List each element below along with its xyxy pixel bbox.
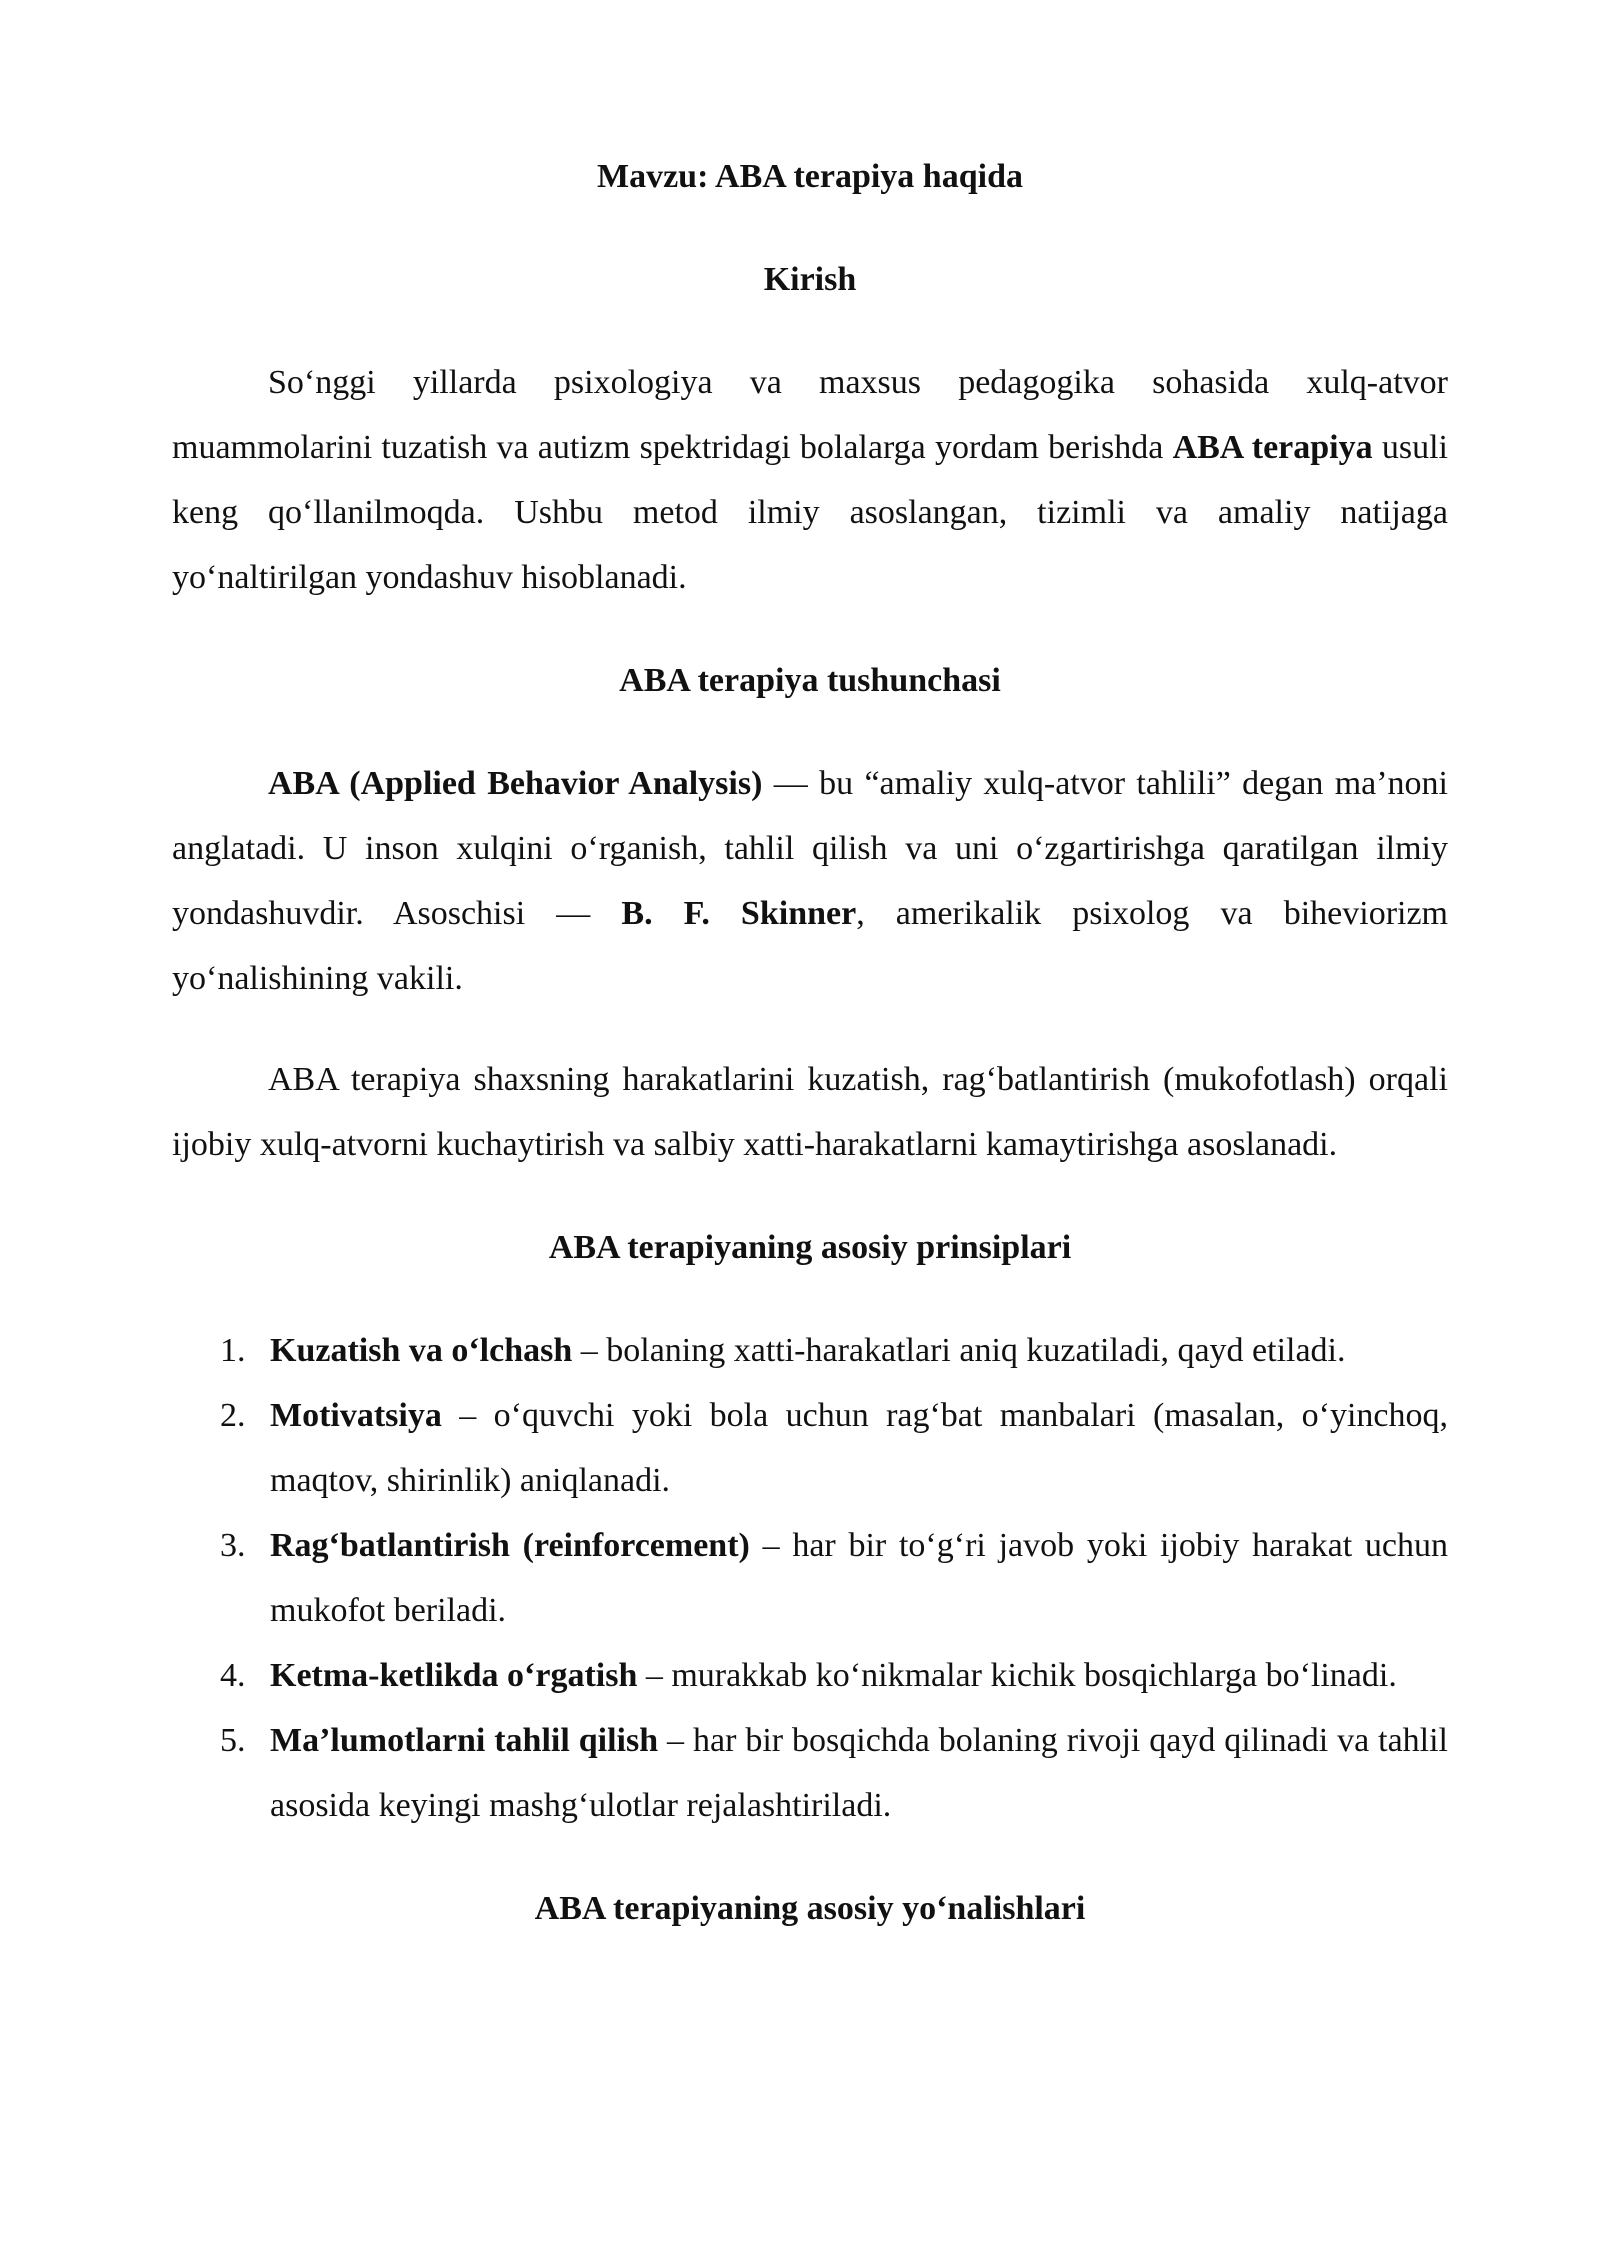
intro-text-1: So‘nggi yillarda psixologiya va maxsus pedagogika sohasida xulq-atvor muammolarini tuzatish va autizm spektridagi bolalarga yordam berishda xyxy=(172,364,1448,466)
list-item-number: 2. xyxy=(220,1397,246,1434)
list-item xyxy=(172,1318,1448,1383)
list-item-term: Motivatsiya xyxy=(270,1397,442,1434)
list-item xyxy=(172,1383,1448,1513)
intro-bold-term: ABA terapiya xyxy=(1172,429,1373,466)
concept-paragraph-1 xyxy=(172,751,1448,1011)
section-heading-principles: ABA terapiyaning asosiy prinsiplari xyxy=(548,1229,1072,1266)
list-item xyxy=(172,1708,1448,1838)
section-heading-concept: ABA terapiya tushunchasi xyxy=(619,662,1001,699)
list-item-term: Ketma-ketlikda o‘rgatish xyxy=(270,1657,638,1694)
list-item-term: Rag‘batlantirish (reinforcement) xyxy=(270,1527,750,1564)
document-title: Mavzu: ABA terapiya haqida xyxy=(597,158,1023,195)
list-item-text: – murakkab ko‘nikmalar kichik bosqichlarga bo‘linadi. xyxy=(637,1657,1397,1694)
list-item-text: – har bir bosqichda bolaning rivoji qayd qilinadi va tahlil asosida keyingi mashg‘ulotlar rejalashtiriladi. xyxy=(270,1722,1449,1824)
list-item-number: 4. xyxy=(220,1657,246,1694)
list-item-text: – o‘quvchi yoki bola uchun rag‘bat manbalari (masalan, o‘yinchoq, maqtov, shirinlik) aniqlanadi. xyxy=(270,1397,1448,1499)
principles-list xyxy=(172,1318,1448,1838)
list-item-text: – har bir to‘g‘ri javob yoki ijobiy harakat uchun mukofot beriladi. xyxy=(270,1527,1448,1629)
list-item-number: 5. xyxy=(220,1722,246,1759)
list-item xyxy=(172,1513,1448,1643)
concept-bold-skinner: B. F. Skinner xyxy=(621,895,857,932)
intro-paragraph xyxy=(172,350,1448,610)
concept-text-2: , amerikalik psixolog va biheviorizm yo‘nalishining vakili. xyxy=(172,895,1449,997)
section-heading-intro: Kirish xyxy=(763,261,857,298)
list-item-number: 1. xyxy=(220,1332,246,1369)
concept-paragraph-2: ABA terapiya shaxsning harakatlarini kuzatish, rag‘batlantirish (mukofotlash) orqali ijobiy xulq-atvorni kuchaytirish va salbiy xatti-harakatlarni kamaytirishga asoslanadi. xyxy=(172,1061,1448,1163)
concept-bold-aba: ABA (Applied Behavior Analysis) xyxy=(268,765,763,802)
list-item xyxy=(172,1643,1448,1708)
document-page xyxy=(172,130,1448,1979)
intro-text-2: usuli keng qo‘llanilmoqda. Ushbu metod ilmiy asoslangan, tizimli va amaliy natijaga yo‘naltirilgan yondashuv hisoblanadi. xyxy=(172,429,1448,596)
list-item-term: Kuzatish va o‘lchash xyxy=(270,1332,573,1369)
section-heading-directions: ABA terapiyaning asosiy yo‘nalishlari xyxy=(534,1890,1086,1927)
list-item-number: 3. xyxy=(220,1527,246,1564)
list-item-text: – bolaning xatti-harakatlari aniq kuzatiladi, qayd etiladi. xyxy=(572,1332,1346,1369)
concept-text-1: — bu “amaliy xulq-atvor tahlili” degan ma’noni anglatadi. U inson xulqini o‘rganish, tahlil qilish va uni o‘zgartirishga qaratilgan ilmiy yondashuvdir. Asoschisi — xyxy=(172,765,1449,932)
list-item-term: Ma’lumotlarni tahlil qilish xyxy=(270,1722,659,1759)
